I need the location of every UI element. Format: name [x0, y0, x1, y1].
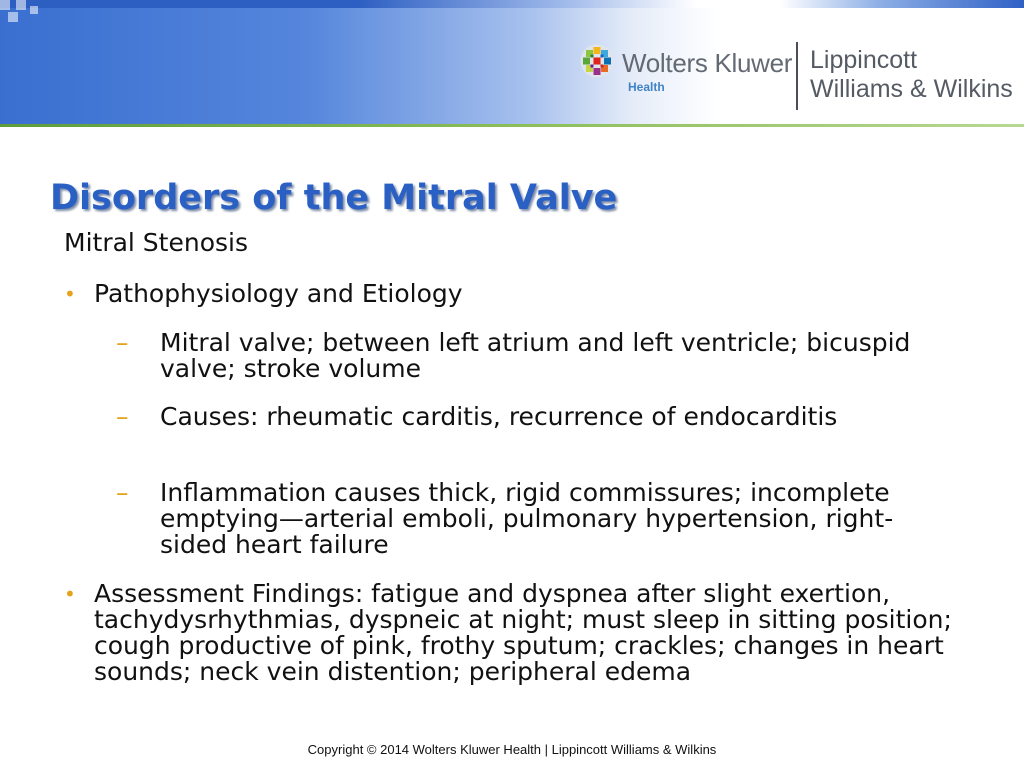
slide-subtitle: Mitral Stenosis [64, 228, 248, 257]
bullet-marker: • [64, 282, 76, 306]
sub-bullet-marker: – [116, 478, 129, 507]
sub-bullet-item-inflammation: Inflammation causes thick, rigid commissures; incomplete emptying—arterial emboli, pulmonary hypertension, right-sided heart failure [160, 478, 894, 559]
logo-partner-line2: Williams & Wilkins [810, 75, 1013, 103]
sub-bullet-marker: – [116, 328, 129, 357]
footer-copyright: Copyright © 2014 Wolters Kluwer Health | Lippincott Williams & Wilkins [307, 742, 717, 757]
header-decorative-blocks [0, 0, 40, 30]
logo-partner-name [810, 46, 1013, 104]
logo-divider [796, 42, 798, 110]
logo-partner-line1: Lippincott [810, 46, 918, 74]
sub-bullet-item-mitral-valve: Mitral valve; between left atrium and left ventricle; bicuspid valve; stroke volume [160, 328, 911, 383]
logo-brand-name: Wolters Kluwer [622, 48, 793, 78]
header-divider-line [0, 124, 1024, 127]
sub-bullet-marker: – [116, 402, 129, 431]
logo-brand-subname: Health [628, 80, 665, 94]
publisher-logo [580, 42, 1020, 114]
sub-bullet-item-causes: Causes: rheumatic carditis, recurrence of endocarditis [160, 402, 838, 431]
bullet-marker: • [64, 582, 76, 606]
bullet-item-pathophysiology: Pathophysiology and Etiology [94, 279, 463, 308]
slide-title: Disorders of the Mitral Valve [50, 178, 618, 218]
bullet-item-assessment: Assessment Findings: fatigue and dyspnea after slight exertion, tachydysrhythmias, dyspneic at night; must sleep in sitting position; cough productive of pink, frothy sputum; crackles; changes in heart sounds; neck vein distention; peripheral edema [94, 579, 952, 686]
header-accent-stripe [780, 0, 1024, 8]
wolters-kluwer-logo-icon [580, 44, 614, 78]
